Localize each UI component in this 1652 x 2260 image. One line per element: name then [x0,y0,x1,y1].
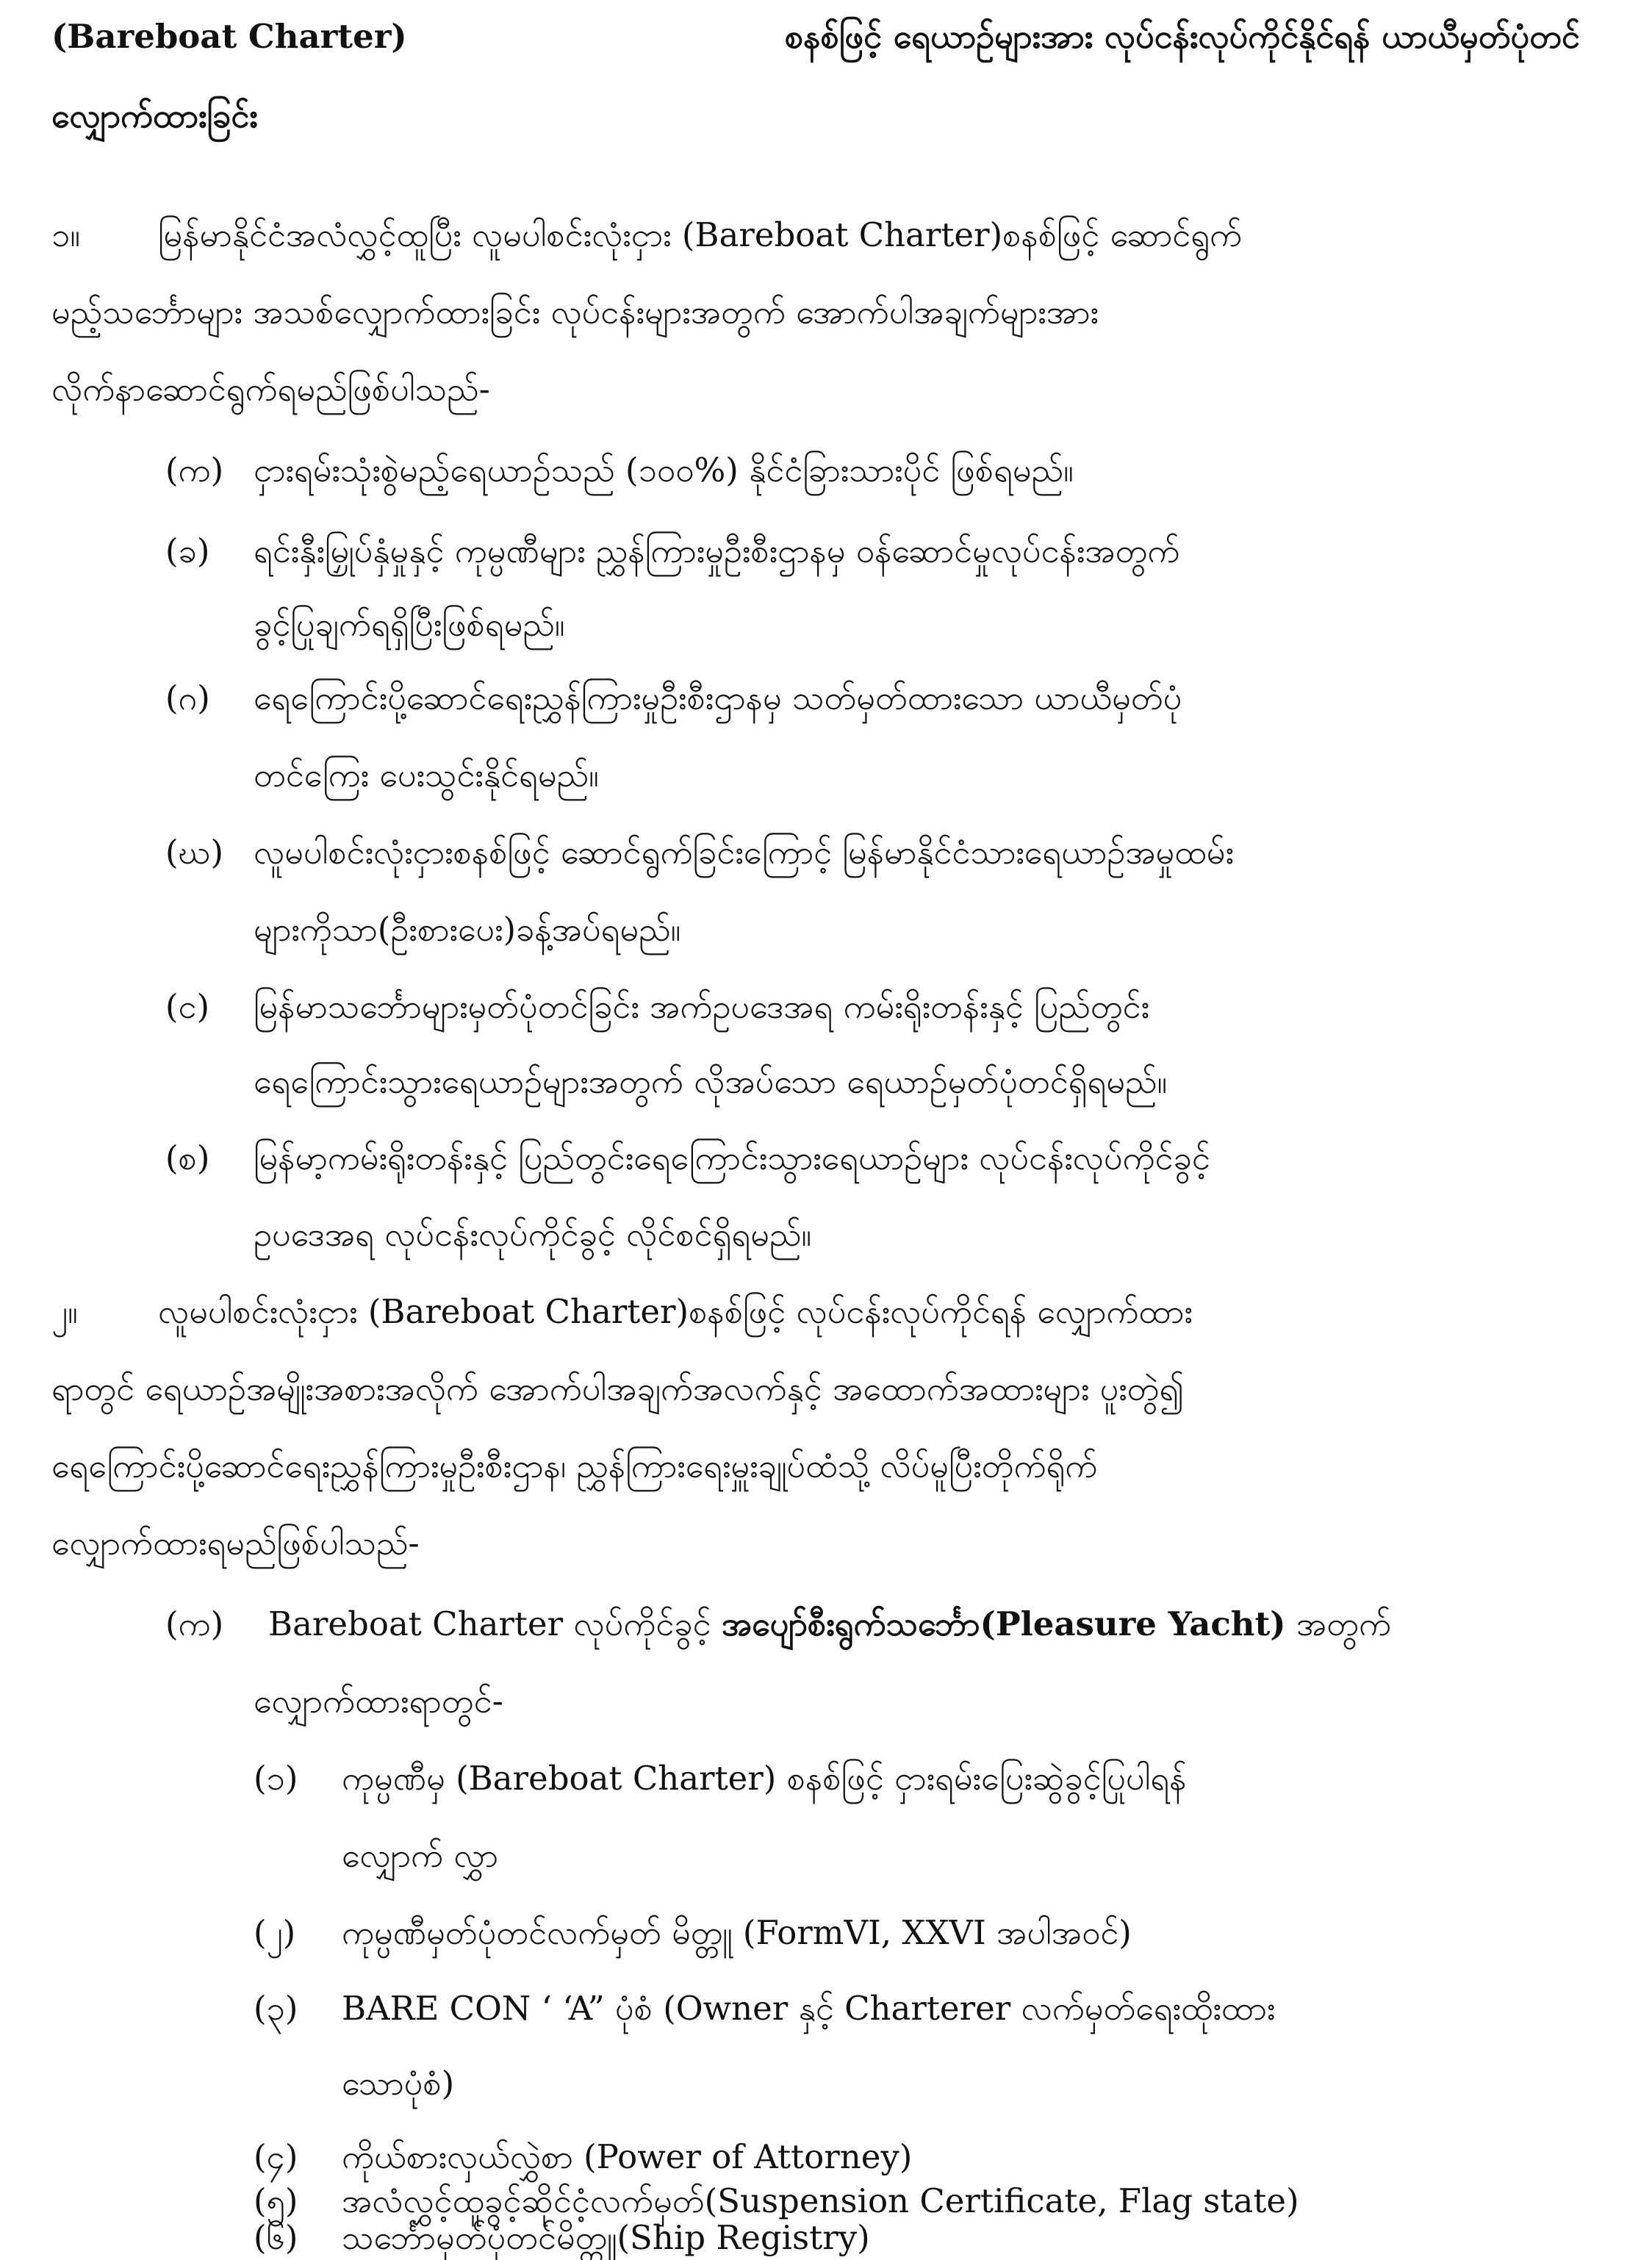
section1-item-kha-line2: ခွင့်ပြုချက်ရရှိပြီးဖြစ်ရမည်။ [254,605,565,644]
section2-item-ka-line1 [268,1602,1391,1646]
section1-item-ga-label: (ဂ) [165,678,210,717]
section1-item-ga-line2: တင်ကြေး ပေးသွင်းနိုင်ရမည်။ [254,756,599,794]
section2-line1: လူမပါစင်းလုံးငှား (Bareboat Charter)စနစ်ဖြင့် လုပ်ငန်းလုပ်ကိုင်ရန် လျှောက်ထား [158,1292,1193,1331]
section2-item-ka-line2: လျှောက်ထားရာတွင်- [254,1682,503,1721]
subitem-3-line2: သောပုံစံ) [342,2064,455,2103]
subitem-1-line1: ကုမ္ပဏီမှ (Bareboat Charter) စနစ်ဖြင့် ငှားရမ်းပြေးဆွဲခွင့်ပြုပါရန် [342,1759,1187,1798]
section1-line2: မည့်သင်္ဘောများ အသစ်လျှောက်ထားခြင်း လုပ်ငန်းများအတွက် အောက်ပါအချက်များအား [51,293,1099,331]
item-ka-text-after: အတွက် [1296,1604,1392,1643]
section2-line4: လျှောက်ထားရမည်ဖြစ်ပါသည်- [51,1524,420,1563]
subitem-1-line2: လျှောက် လွှာ [342,1836,499,1875]
subitem-6-line1: သင်္ဘောမှတ်ပုံတင်မိတ္တူ(Ship Registry) [342,2218,870,2257]
section1-item-nga-line1: မြန်မာသင်္ဘောများမှတ်ပုံတင်ခြင်း အက်ဥပဒေအရ ကမ်းရိုးတန်းနှင့် ပြည်တွင်း [254,987,1150,1026]
subitem-4-label: (၄) [254,2137,298,2176]
section1-item-ga-line1: ရေကြောင်းပို့ဆောင်ရေးညွှန်ကြားမှုဦးစီးဌာနမှ သတ်မှတ်ထားသော ယာယီမှတ်ပုံ [254,678,1182,717]
section1-line3: လိုက်နာဆောင်ရွက်ရမည်ဖြစ်ပါသည်- [51,370,490,409]
subitem-6-label: (၆) [254,2218,298,2257]
section2-line3: ရေကြောင်းပို့ဆောင်ရေးညွှန်ကြားမှုဦးစီးဌာန၊ ညွှန်ကြားရေးမှူးချုပ်ထံသို့ လိပ်မူပြီးတိုက်ရိုက် [51,1446,1098,1485]
subitem-4-line1: ကိုယ်စားလှယ်လွှဲစာ (Power of Attorney) [342,2137,913,2176]
subitem-1-label: (၁) [254,1759,298,1798]
subitem-3-label: (၃) [254,1989,298,2028]
section1-line1: မြန်မာနိုင်ငံအလံလွှင့်ထူပြီး လူမပါစင်းလုံးငှား (Bareboat Charter)စနစ်ဖြင့် ဆောင်ရွက် [158,215,1243,254]
subitem-2-line1: ကုမ္ပဏီမှတ်ပုံတင်လက်မှတ် မိတ္တူ (FormVI, XXVI အပါအဝင်) [342,1913,1132,1952]
section1-item-nga-label: (င) [165,987,210,1026]
subitem-5-label: (၅) [254,2181,298,2220]
section1-item-kha-label: (ခ) [165,531,210,570]
subitem-3-line1: BARE CON ‘ ‘A” ပုံစံ (Owner နှင့် Charterer လက်မှတ်ရေးထိုးထား [342,1989,1276,2028]
section1-item-sa-line2: ဥပဒေအရ လုပ်ငန်းလုပ်ကိုင်ခွင့် လိုင်စင်ရှိရမည်။ [254,1215,812,1254]
section1-item-gha-line2: များကိုသာ(ဦးစားပေး)ခန့်အပ်ရမည်။ [254,910,681,949]
section1-item-kha-line1: ရင်းနှီးမြှုပ်နှံမှုနှင့် ကုမ္ပဏီများ ညွှန်ကြားမှုဦးစီးဌာနမှ ဝန်ဆောင်မှုလုပ်ငန်းအတွက် [254,531,1180,570]
section1-item-sa-line1: မြန်မာ့ကမ်းရိုးတန်းနှင့် ပြည်တွင်းရေကြောင်းသွားရေယာဉ်များ လုပ်ငန်းလုပ်ကိုင်ခွင့် [254,1138,1210,1177]
title-myanmar-part: စနစ်ဖြင့် ရေယာဉ်များအား လုပ်ငန်းလုပ်ကိုင်နိုင်ရန် ယာယီမှတ်ပုံတင် [784,17,1580,56]
section1-item-ka-line1: ငှားရမ်းသုံးစွဲမည့်ရေယာဉ်သည် (၁၀၀%) နိုင်ငံခြားသားပိုင် ဖြစ်ရမည်။ [254,451,1074,489]
title-english-part: (Bareboat Charter) [51,17,407,56]
section2-item-ka-label: (က) [165,1604,224,1643]
section2-number: ၂။ [51,1292,78,1331]
section1-item-gha-label: (ဃ) [165,833,224,872]
item-ka-text-before: Bareboat Charter လုပ်ကိုင်ခွင့် [268,1604,711,1643]
document-title-line1 [51,15,1580,59]
section1-item-gha-line1: လူမပါစင်းလုံးငှားစနစ်ဖြင့် ဆောင်ရွက်ခြင်းကြောင့် မြန်မာနိုင်ငံသားရေယာဉ်အမှုထမ်း [254,833,1234,872]
section1-number: ၁။ [51,215,80,254]
subitem-2-label: (၂) [254,1913,296,1952]
section2-line2: ရာတွင် ရေယာဉ်အမျိုးအစားအလိုက် အောက်ပါအချက်အလက်နှင့် အထောက်အထားများ ပူးတွဲ၍ [51,1369,1185,1408]
subitem-5-line1: အလံလွှင့်ထူခွင့်ဆိုင်ငံ့လက်မှတ်(Suspension Certificate, Flag state) [342,2181,1299,2220]
item-ka-text-bold: အပျော်စီးရွက်သင်္ဘော(Pleasure Yacht) [721,1604,1286,1643]
document-title-line2: လျှောက်ထားခြင်း [51,96,258,135]
section1-item-ka-label: (က) [165,451,224,489]
section1-item-sa-label: (စ) [165,1138,210,1177]
section1-item-nga-line2: ရေကြောင်းသွားရေယာဉ်များအတွက် လိုအပ်သော ရေယာဉ်မှတ်ပုံတင်ရှိရမည်။ [254,1062,1168,1101]
